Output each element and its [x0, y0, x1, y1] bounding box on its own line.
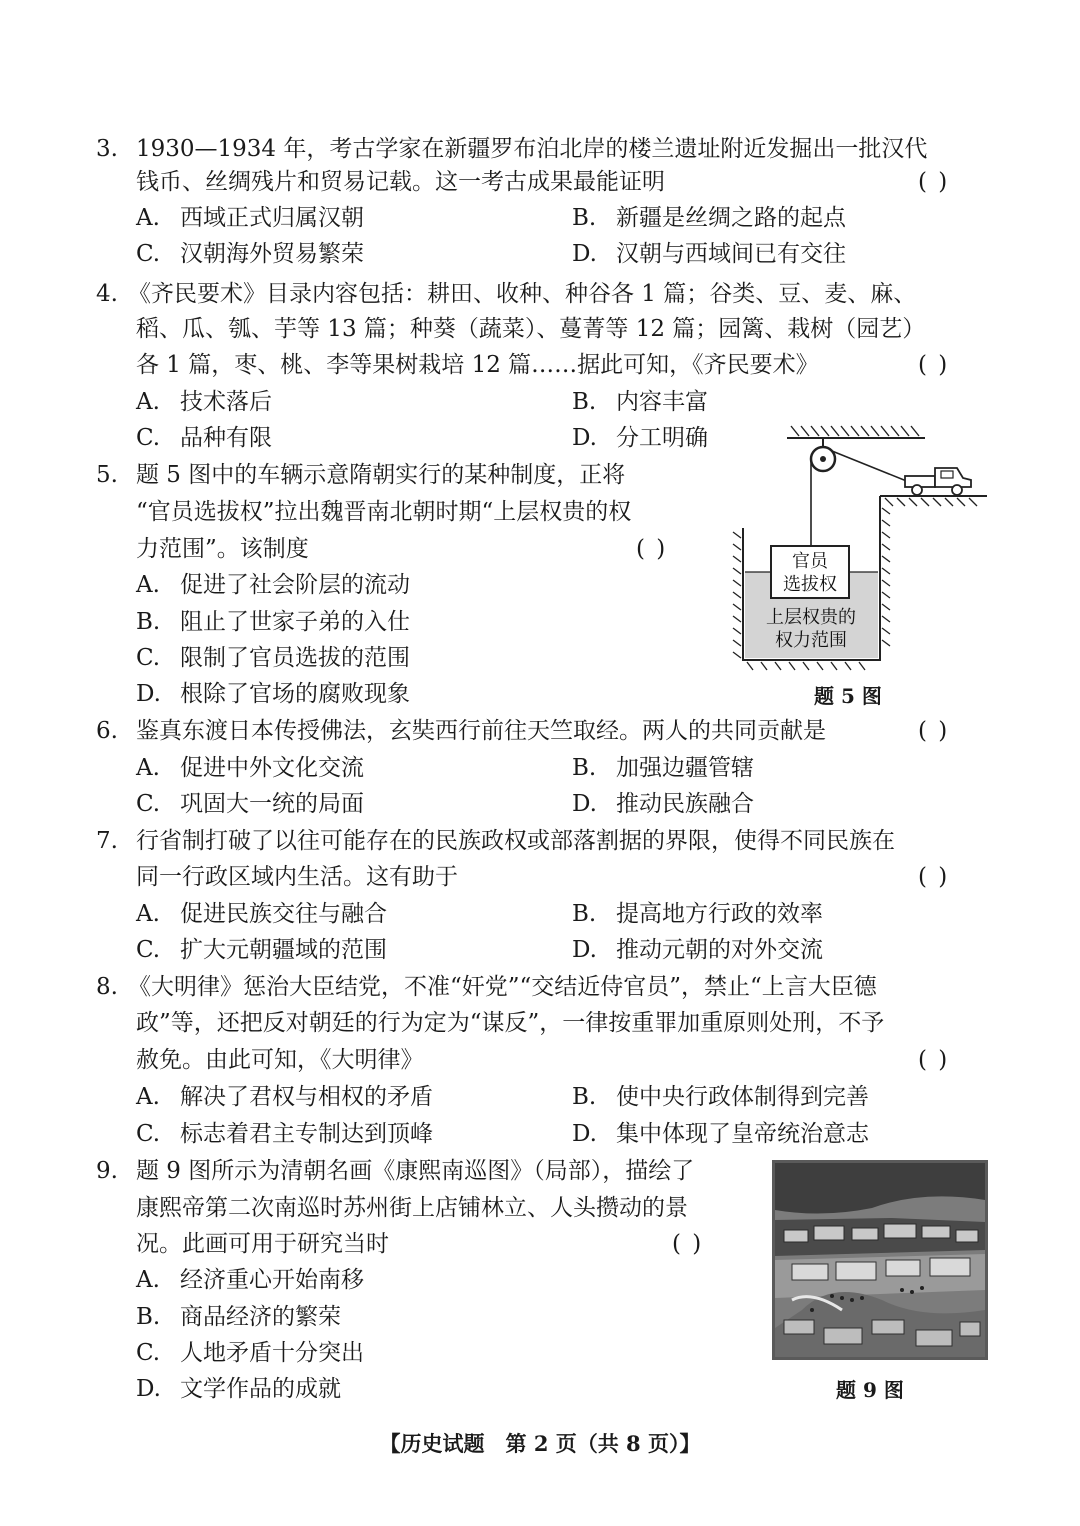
option-letter: D. [572, 241, 597, 267]
option-text: 技术落后 [180, 389, 272, 415]
q7-stem-line1: 行省制打破了以往可能存在的民族政权或部落割据的界限，使得不同民族在 [136, 828, 895, 854]
q3-option-d [572, 236, 846, 272]
option-letter: A. [136, 205, 160, 231]
ground-hatch [885, 498, 977, 506]
q4-option-d [572, 420, 708, 456]
q8-answer-paren: ( ) [918, 1047, 950, 1073]
option-letter: A. [136, 901, 160, 927]
q6-stem-line1: 鉴真东渡日本传授佛法，玄奘西行前往天竺取经。两人的共同贡献是 [136, 718, 826, 744]
q5-number: 5. [96, 462, 118, 488]
option-letter: C. [136, 1340, 161, 1366]
q3-stem-line1: 1930—1934 年，考古学家在新疆罗布泊北岸的楼兰遗址附近发掘出一批汉代 [136, 136, 928, 162]
option-text: 使中央行政体制得到完善 [616, 1084, 869, 1110]
q9-stem-line1: 题 9 图所示为清朝名画《康熙南巡图》（局部），描绘了 [136, 1158, 695, 1184]
q5-option-d [136, 676, 410, 712]
q3-option-b [572, 200, 846, 236]
q5-stem-line2: “官员选拔权”拉出魏晋南北朝时期“上层权贵的权 [136, 499, 632, 525]
option-text: 推动元朝的对外交流 [616, 937, 823, 963]
option-text: 加强边疆管辖 [616, 755, 754, 781]
q4-answer-paren: ( ) [918, 352, 950, 378]
option-text: 内容丰富 [616, 389, 708, 415]
q6-option-b [572, 750, 754, 786]
q8-stem-line2: 政”等，还把反对朝廷的行为定为“谋反”，一律按重罪加重原则处刑，不予 [136, 1010, 885, 1036]
option-text: 西域正式归属汉朝 [180, 205, 364, 231]
figure-9-caption: 题 9 图 [836, 1378, 904, 1402]
option-letter: A. [136, 389, 160, 415]
q4-option-c [136, 420, 272, 456]
option-letter: B. [136, 609, 161, 635]
truck-icon [905, 468, 971, 495]
q5-answer-paren: ( ) [636, 536, 668, 562]
option-text: 促进了社会阶层的流动 [180, 572, 410, 598]
q6-answer-paren: ( ) [918, 718, 950, 744]
q9-option-a [136, 1262, 364, 1298]
q5-option-a [136, 567, 410, 603]
pit-label-line1: 上层权贵的 [766, 607, 856, 628]
q3-option-a [136, 200, 364, 236]
option-text: 分工明确 [616, 425, 708, 451]
q9-option-b [136, 1299, 341, 1335]
option-letter: C. [136, 425, 161, 451]
option-letter: C. [136, 645, 161, 671]
q3-option-c [136, 236, 364, 272]
q9-stem-line3: 况。此画可用于研究当时 [136, 1231, 389, 1257]
option-text: 限制了官员选拔的范围 [180, 645, 410, 671]
q4-stem-line3: 各 1 篇，枣、桃、李等果树栽培 12 篇……据此可知，《齐民要术》 [136, 352, 819, 378]
option-letter: A. [136, 1267, 160, 1293]
option-letter: D. [572, 791, 597, 817]
figure-5-pulley-diagram [725, 424, 995, 674]
option-letter: C. [136, 937, 161, 963]
figure-9-painting [772, 1160, 988, 1360]
option-text: 商品经济的繁荣 [180, 1304, 341, 1330]
q3-answer-paren: ( ) [918, 169, 950, 195]
page-footer: 【历史试题 第 2 页（共 8 页）】 [379, 1431, 701, 1456]
pulley-axle [820, 456, 826, 462]
option-text: 汉朝与西域间已有交往 [616, 241, 846, 267]
option-letter: C. [136, 791, 161, 817]
q6-option-d [572, 786, 754, 822]
option-text: 经济重心开始南移 [180, 1267, 364, 1293]
q4-number: 4. [96, 281, 118, 307]
q8-option-a [136, 1079, 433, 1115]
option-text: 扩大元朝疆域的范围 [180, 937, 387, 963]
option-letter: B. [572, 1084, 597, 1110]
q6-number: 6. [96, 718, 118, 744]
q7-option-d [572, 932, 823, 968]
q8-number: 8. [96, 974, 118, 1000]
q8-stem-line1: 《大明律》惩治大臣结党，不准“奸党”“交结近侍官员”，禁止“上言大臣德 [128, 974, 877, 1000]
q7-stem-line2: 同一行政区域内生活。这有助于 [136, 864, 458, 890]
option-text: 新疆是丝绸之路的起点 [616, 205, 846, 231]
q5-stem-line3: 力范围”。该制度 [136, 536, 309, 562]
q8-option-c [136, 1116, 433, 1152]
option-letter: B. [572, 755, 597, 781]
option-letter: B. [572, 901, 597, 927]
q6-option-a [136, 750, 364, 786]
box-label-line1: 官员 [792, 551, 828, 572]
q4-option-b [572, 384, 708, 420]
q9-number: 9. [96, 1158, 118, 1184]
option-text: 标志着君主专制达到顶峰 [180, 1121, 433, 1147]
q6-option-c [136, 786, 364, 822]
option-letter: D. [572, 937, 597, 963]
option-letter: B. [572, 389, 597, 415]
q7-option-b [572, 896, 823, 932]
q9-option-d [136, 1371, 341, 1407]
q7-option-a [136, 896, 387, 932]
option-text: 促进中外文化交流 [180, 755, 364, 781]
q3-stem-line2: 钱币、丝绸残片和贸易记载。这一考古成果最能证明 [136, 169, 665, 195]
q9-option-c [136, 1335, 364, 1371]
option-letter: D. [572, 425, 597, 451]
q9-stem-line2: 康熙帝第二次南巡时苏州街上店铺林立、人头攒动的景 [136, 1195, 688, 1221]
option-text: 推动民族融合 [616, 791, 754, 817]
q4-stem-line2: 稻、瓜、瓠、芋等 13 篇；种葵（蔬菜）、蔓菁等 12 篇；园篱、栽树（园艺） [136, 316, 926, 342]
q7-option-c [136, 932, 387, 968]
option-text: 汉朝海外贸易繁荣 [180, 241, 364, 267]
q9-answer-paren: ( ) [672, 1231, 704, 1257]
option-text: 人地矛盾十分突出 [180, 1340, 364, 1366]
option-text: 阻止了世家子弟的入仕 [180, 609, 410, 635]
option-text: 提高地方行政的效率 [616, 901, 823, 927]
option-letter: D. [572, 1121, 597, 1147]
option-text: 根除了官场的腐败现象 [180, 681, 410, 707]
q3-number: 3. [96, 136, 118, 162]
q7-number: 7. [96, 828, 118, 854]
option-text: 品种有限 [180, 425, 272, 451]
option-letter: D. [136, 681, 161, 707]
q5-stem-line1: 题 5 图中的车辆示意隋朝实行的某种制度，正将 [136, 462, 626, 488]
option-letter: B. [572, 205, 597, 231]
q7-answer-paren: ( ) [918, 864, 950, 890]
option-text: 巩固大一统的局面 [180, 791, 364, 817]
q4-option-a [136, 384, 272, 420]
q5-option-b [136, 604, 410, 640]
option-text: 文学作品的成就 [180, 1376, 341, 1402]
q5-option-c [136, 640, 410, 676]
rope-diagonal [832, 451, 909, 482]
option-text: 促进民族交往与融合 [180, 901, 387, 927]
box-label-line2: 选拔权 [783, 574, 837, 595]
q4-stem-line1: 《齐民要术》目录内容包括：耕田、收种、种谷各 1 篇；谷类、豆、麦、麻、 [128, 281, 917, 307]
q8-option-d [572, 1116, 869, 1152]
option-letter: B. [136, 1304, 161, 1330]
option-letter: C. [136, 1121, 161, 1147]
option-letter: D. [136, 1376, 161, 1402]
option-letter: C. [136, 241, 161, 267]
ceiling-hatch [791, 426, 919, 436]
q8-stem-line3: 赦免。由此可知，《大明律》 [136, 1047, 424, 1073]
option-letter: A. [136, 755, 160, 781]
figure-5-caption: 题 5 图 [814, 684, 882, 708]
option-text: 解决了君权与相权的矛盾 [180, 1084, 433, 1110]
option-letter: A. [136, 572, 160, 598]
option-letter: A. [136, 1084, 160, 1110]
option-text: 集中体现了皇帝统治意志 [616, 1121, 869, 1147]
q8-option-b [572, 1079, 869, 1115]
pit-label-line2: 权力范围 [775, 630, 847, 651]
